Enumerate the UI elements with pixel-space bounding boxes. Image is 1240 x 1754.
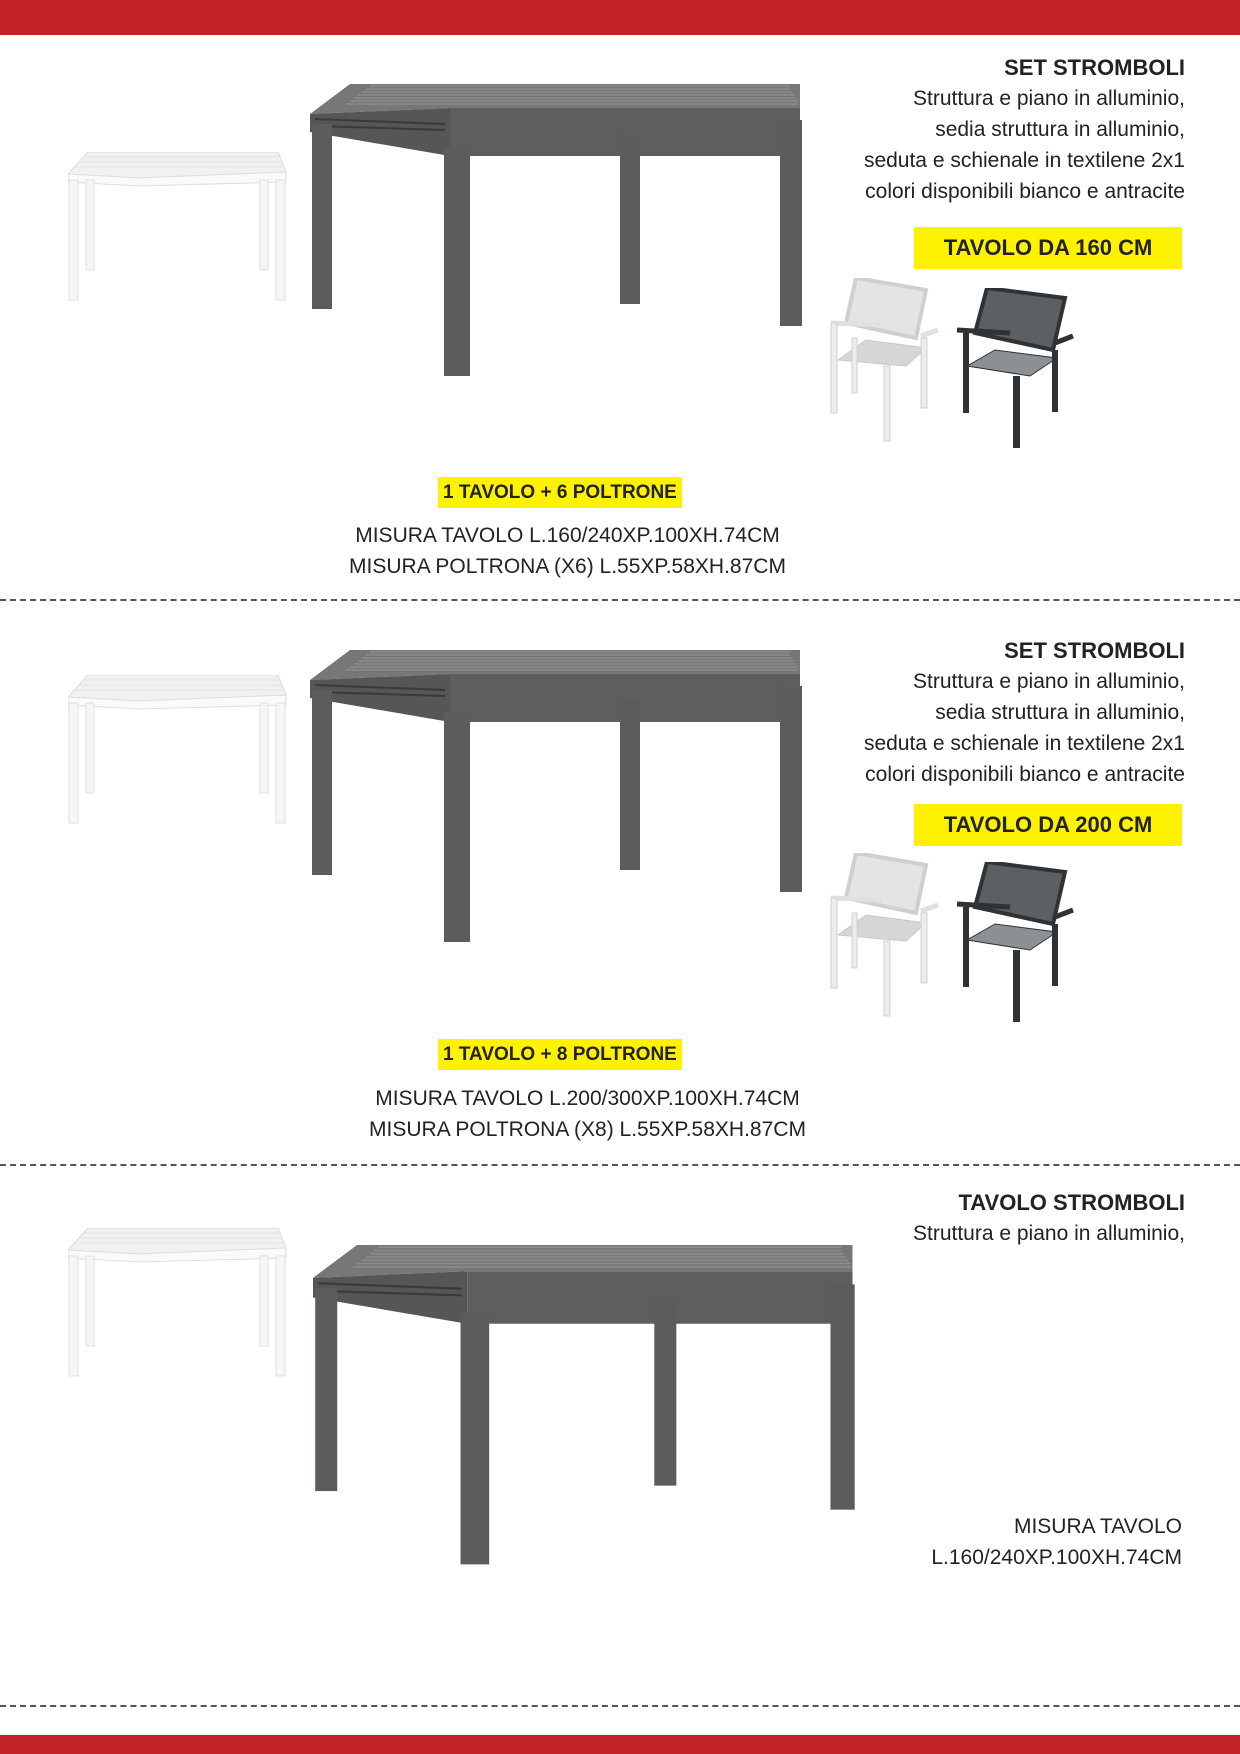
section-title: SET STROMBOLI bbox=[1004, 638, 1185, 663]
section-description: Struttura e piano in alluminio, sedia struttura in alluminio, seduta e schienale in textilene 2x1 colori disponibili bianco e antracite bbox=[863, 87, 1185, 203]
white-chair-image bbox=[826, 278, 946, 463]
dashed-divider bbox=[0, 599, 1240, 601]
measures: MISURA TAVOLO L.160/240XP.100XH.74CM MISURA POLTRONA (X6) L.55XP.58XH.87CM bbox=[349, 524, 786, 578]
table-size-label: TAVOLO DA 200 CM bbox=[914, 804, 1182, 846]
measures: MISURA TAVOLO L.160/240XP.100XH.74CM bbox=[931, 1515, 1182, 1569]
section-title: TAVOLO STROMBOLI bbox=[958, 1190, 1185, 1215]
table-size-label: TAVOLO DA 160 CM bbox=[914, 227, 1182, 269]
dashed-divider bbox=[0, 1705, 1240, 1707]
anthracite-chair-image bbox=[955, 862, 1080, 1037]
anthracite-table-image bbox=[310, 84, 805, 404]
measures: MISURA TAVOLO L.200/300XP.100XH.74CM MISURA POLTRONA (X8) L.55XP.58XH.87CM bbox=[369, 1087, 806, 1141]
top-red-bar bbox=[0, 0, 1240, 35]
section-description: Struttura e piano in alluminio, sedia struttura in alluminio, seduta e schienale in textilene 2x1 colori disponibili bianco e antracite bbox=[863, 670, 1185, 786]
anthracite-table-image bbox=[310, 650, 805, 970]
bottom-red-bar bbox=[0, 1735, 1240, 1754]
anthracite-table-image bbox=[313, 1245, 858, 1595]
set-composition-label: 1 TAVOLO + 6 POLTRONE bbox=[438, 477, 682, 508]
white-chair-image bbox=[826, 853, 946, 1038]
dashed-divider bbox=[0, 1164, 1240, 1166]
section-description: Struttura e piano in alluminio, bbox=[913, 1222, 1185, 1245]
white-table-image bbox=[68, 152, 288, 302]
white-table-image bbox=[68, 675, 288, 825]
anthracite-chair-image bbox=[955, 288, 1080, 463]
section-title: SET STROMBOLI bbox=[1004, 55, 1185, 80]
set-composition-label: 1 TAVOLO + 8 POLTRONE bbox=[438, 1039, 682, 1070]
white-table-image bbox=[68, 1228, 288, 1378]
